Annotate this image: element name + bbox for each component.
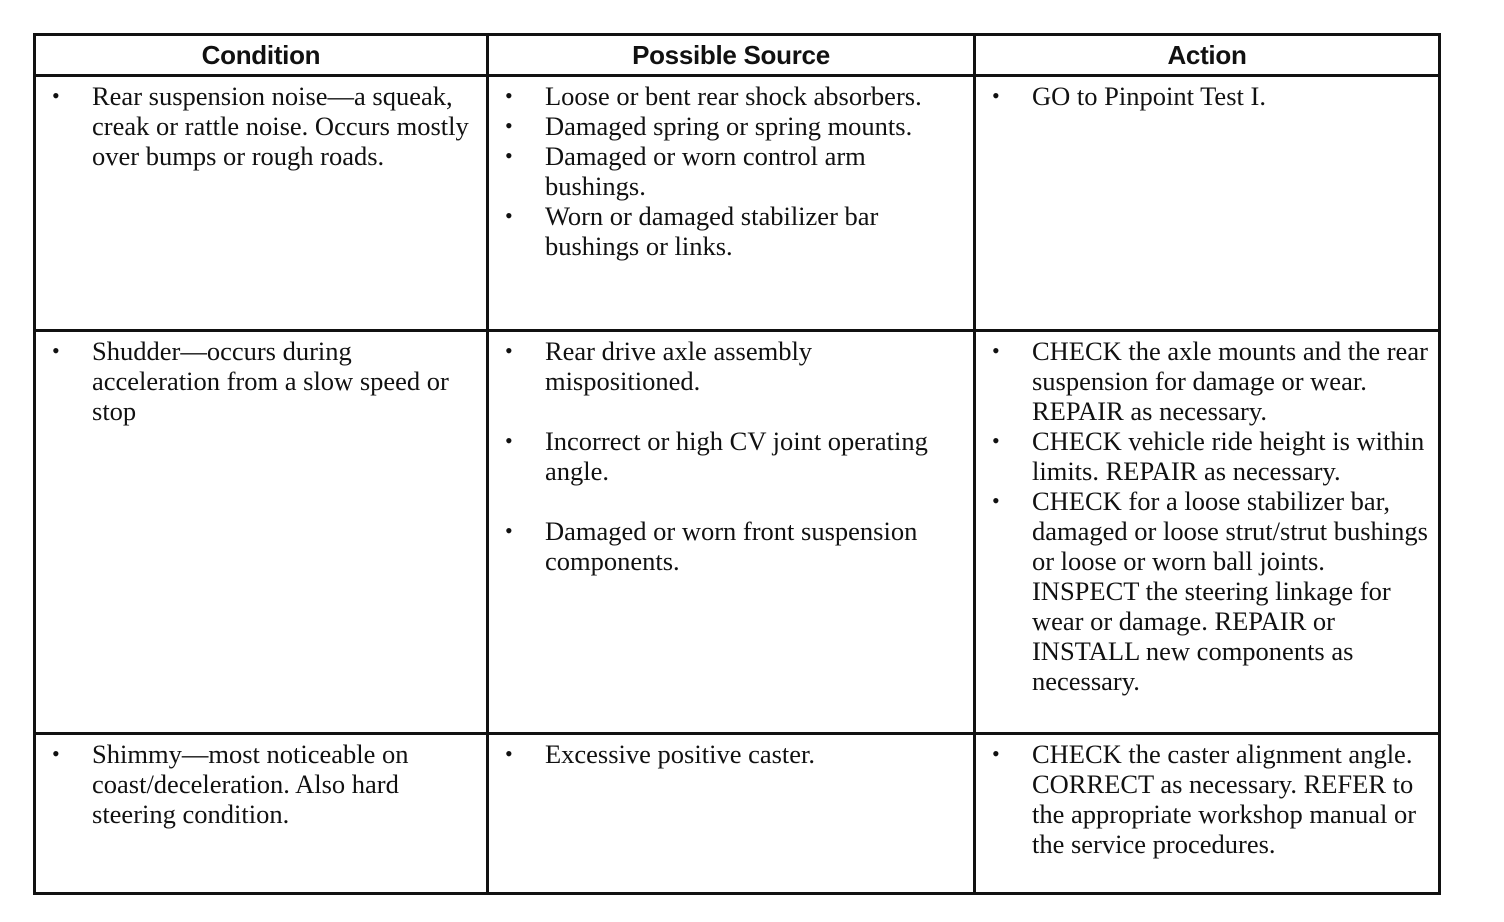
list-item: • Damaged or worn control arm bushings. — [503, 141, 965, 201]
list-item: • Loose or bent rear shock absorbers. — [503, 81, 965, 111]
column-header-condition: Condition — [35, 35, 488, 76]
possible-source-cell — [487, 76, 974, 331]
list-item: • Excessive positive caster. — [503, 739, 965, 769]
condition-list — [36, 735, 486, 835]
possible-source-cell — [487, 734, 974, 894]
condition-cell — [35, 76, 488, 331]
table-row — [35, 331, 1440, 734]
source-list — [489, 735, 973, 775]
action-list — [976, 332, 1438, 702]
list-item: • CHECK vehicle ride height is within limits. REPAIR as necessary. — [990, 426, 1430, 486]
possible-source-cell — [487, 331, 974, 734]
source-list — [489, 332, 973, 582]
list-item: • CHECK the axle mounts and the rear suspension for damage or wear. REPAIR as necessary. — [990, 336, 1430, 426]
table-row — [35, 76, 1440, 331]
column-header-possible-source: Possible Source — [487, 35, 974, 76]
source-list — [489, 77, 973, 267]
action-list — [976, 77, 1438, 117]
condition-cell — [35, 734, 488, 894]
list-item: • CHECK the caster alignment angle. CORRECT as necessary. REFER to the appropriate workshop manual or the service procedures. — [990, 739, 1430, 859]
table-header-row — [35, 35, 1440, 76]
action-cell — [974, 734, 1439, 894]
action-cell — [974, 331, 1439, 734]
list-item: • Damaged spring or spring mounts. — [503, 111, 965, 141]
condition-list — [36, 332, 486, 432]
condition-cell — [35, 331, 488, 734]
list-item: • Shimmy—most noticeable on coast/deceleration. Also hard steering condition. — [50, 739, 478, 829]
diagnosis-table — [33, 33, 1441, 895]
list-item: • Worn or damaged stabilizer bar bushings or links. — [503, 201, 965, 261]
list-item: • Damaged or worn front suspension components. — [503, 516, 965, 576]
list-item: • Rear drive axle assembly mispositioned. — [503, 336, 965, 396]
list-item: • Shudder—occurs during acceleration from a slow speed or stop — [50, 336, 478, 426]
column-header-action: Action — [974, 35, 1439, 76]
action-list — [976, 735, 1438, 865]
condition-list — [36, 77, 486, 177]
list-item: • CHECK for a loose stabilizer bar, damaged or loose strut/strut bushings or loose or worn ball joints. INSPECT the steering linkage for wear or damage. REPAIR or INSTALL new components as necessary. — [990, 486, 1430, 696]
list-item: • Incorrect or high CV joint operating angle. — [503, 426, 965, 486]
list-item: • Rear suspension noise—a squeak, creak or rattle noise. Occurs mostly over bumps or rough roads. — [50, 81, 478, 171]
action-cell — [974, 76, 1439, 331]
table-row — [35, 734, 1440, 894]
list-item: • GO to Pinpoint Test I. — [990, 81, 1430, 111]
